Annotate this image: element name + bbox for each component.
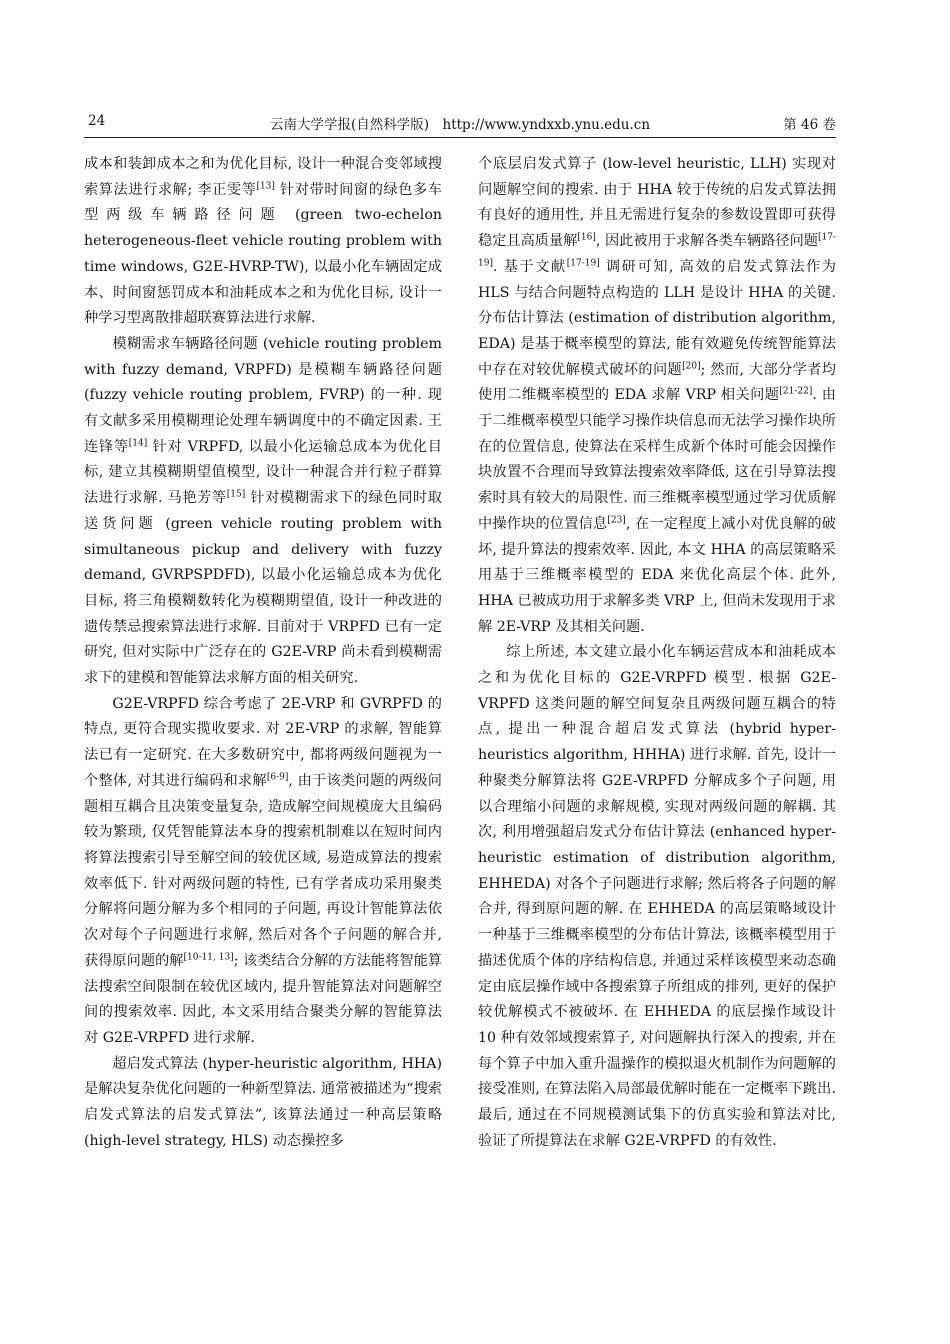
citation-marker: [10-11, 13]: [183, 952, 234, 963]
journal-title: 云南大学学报(自然科学版) http://www.yndxxb.ynu.edu.cn: [269, 117, 651, 133]
citation-marker: [15]: [226, 489, 246, 500]
citation-marker: [14]: [128, 438, 148, 448]
page-number: 24: [88, 113, 106, 129]
paragraph: G2E-VRPFD 综合考虑了 2E-VRP 和 GVRPFD 的特点, 更符合现实揽收要求. 对 2E-VRP 的求解, 智能算法已有一定研究. 在大多数研究中, 都将两级问题视为一个整体, 对其进行编码和求解[6-9], 由于该类问题的两级问题相互耦合且决策变量复杂, 造成解空间规模庞大且编码较为繁琐, 仅凭智能算法本身的搜索机制难以在短时间内将算法搜索引导至解空间的较优区域, 易造成算法的搜索效率低下. 针对两级问题的特性, 已有学者成功采用聚类分解将问题分解为多个相同的子问题, 再设计智能算法依次对每个子问题进行求解, 然后对各个子问题的解合并, 获得原问题的解[10-11, 13]; 该类结合分解的方法能将智能算法搜索空间限制在较优区域内, 提升智能算法对问题解空间的搜索效率. 因此, 本文采用结合聚类分解的智能算法对 G2E-VRPFD 进行求解.: [84, 695, 442, 1046]
citation-marker: [20]: [682, 360, 701, 371]
left-column: [84, 152, 442, 1154]
citation-marker: [17-19]: [478, 232, 836, 269]
paragraph: 成本和装卸成本之和为优化目标, 设计一种混合变邻域搜索算法进行求解; 李正雯等[13] 针对带时间窗的绿色多车型两级车辆路径问题 (green two-echelon heterogeneous-fleet vehicle routing problem with time windows, G2E-HVRP-TW), 以最小化车辆固定成本、时间窗惩罚成本和油耗成本之和为优化目标, 设计一种学习型离散排超联赛算法进行求解.: [84, 156, 442, 327]
paragraph: 个底层启发式算子 (low-level heuristic, LLH) 实现对问题解空间的搜索. 由于 HHA 较于传统的启发式算法拥有良好的通用性, 并且无需进行复杂的参数设置即可获得稳定且高质量解[16], 因此被用于求解各类车辆路径问题[17-19]. 基于文献[17-19] 调研可知, 高效的启发式算法作为 HLS 与结合问题特点构造的 LLH 是设计 HHA 的关键. 分布估计算法 (estimation of distribution algorithm, EDA) 是基于概率模型的算法, 能有效避免传统智能算法中存在对较优解模式破坏的问题[20]; 然而, 大部分学者均使用二维概率模型的 EDA 求解 VRP 相关问题[21-22]. 由于二维概率模型只能学习操作块信息而无法学习操作块所在的位置信息, 使算法在采样生成新个体时可能会因操作块放置不合理而导致算法搜索效率降低, 这在引导算法搜索时具有较大的局限性. 而三维概率模型通过学习优质解中操作块的位置信息[23], 在一定程度上减小对优良解的破坏, 提升算法的搜索效率. 因此, 本文 HHA 的高层策略采用基于三维概率模型的 EDA 来优化高层个体. 此外, HHA 已被成功用于求解多类 VRP 上, 但尚未发现用于求解 2E-VRP 及其相关问题.: [478, 156, 836, 635]
citation-marker: [17-19]: [566, 258, 600, 269]
header-rule: [84, 137, 836, 138]
citation-marker: [6-9]: [266, 772, 289, 783]
paragraph: 综上所述, 本文建立最小化车辆运营成本和油耗成本之和为优化目标的 G2E-VRPFD 模型. 根据 G2E-VRPFD 这类问题的解空间复杂且两级问题互耦合的特点, 提出一种混合超启发式算法 (hybrid hyper-heuristics algorithm, HHHA) 进行求解. 首先, 设计一种聚类分解算法将 G2E-VRPFD 分解成多个子问题, 用以合理缩小问题的求解规模, 实现对两级问题的解耦. 其次, 利用增强超启发式分布估计算法 (enhanced hyper-heuristic estimation of distribution algorithm, EHHEDA) 对各个子问题进行求解; 然后将各子问题的解合并, 得到原问题的解. 在 EHHEDA 的高层策略域设计一种基于三维概率模型的分布估计算法, 该概率模型用于描述优质个体的序结构信息, 并通过采样该模型来动态确定由底层操作域中各搜索算子所组成的排列, 更好的保护较优解模式不被破坏. 在 EHHEDA 的底层操作域设计 10 种有效邻域搜索算子, 对问题解执行深入的搜索, 并在每个算子中加入重升温操作的模拟退火机制作为问题解的接受准则, 在算法陷入局部最优解时能在一定概率下跳出. 最后, 通过在不同规模测试集下的仿真实验和算法对比, 验证了所提算法在求解 G2E-VRPFD 的有效性.: [478, 644, 836, 1149]
paragraph: 超启发式算法 (hyper-heuristic algorithm, HHA) 是解决复杂优化问题的一种新型算法. 通常被描述为“搜索启发式算法的启发式算法”, 该算法通过一种高层策略 (high-level strategy, HLS) 动态操控多: [84, 1055, 442, 1149]
running-header: [84, 113, 836, 135]
citation-marker: [21-22]: [779, 386, 813, 397]
citation-marker: [23]: [607, 515, 626, 526]
paragraph: 模糊需求车辆路径问题 (vehicle routing problem with fuzzy demand, VRPFD) 是模糊车辆路径问题 (fuzzy vehicle routing problem, FVRP) 的一种. 现有文献多采用模糊理论处理车辆调度中的不确定因素. 王连锋等[14] 针对 VRPFD, 以最小化运输总成本为优化目标, 建立其模糊期望值模型, 设计一种混合并行粒子群算法进行求解. 马艳芳等[15] 针对模糊需求下的绿色同时取送货问题 (green vehicle routing problem with simultaneous pickup and delivery with fuzzy demand, GVRPSPDFD), 以最小化运输总成本为优化目标, 将三角模糊数转化为模糊期望值, 设计一种改进的遗传禁忌搜索算法进行求解. 目前对于 VRPFD 已有一定研究, 但对实际中广泛存在的 G2E-VRP 尚未看到模糊需求下的建模和智能算法求解方面的相关研究.: [84, 335, 442, 687]
right-column: [478, 152, 836, 1154]
volume-label: 第 46 卷: [783, 117, 836, 133]
citation-marker: [13]: [256, 180, 275, 191]
citation-marker: [16]: [577, 232, 596, 243]
